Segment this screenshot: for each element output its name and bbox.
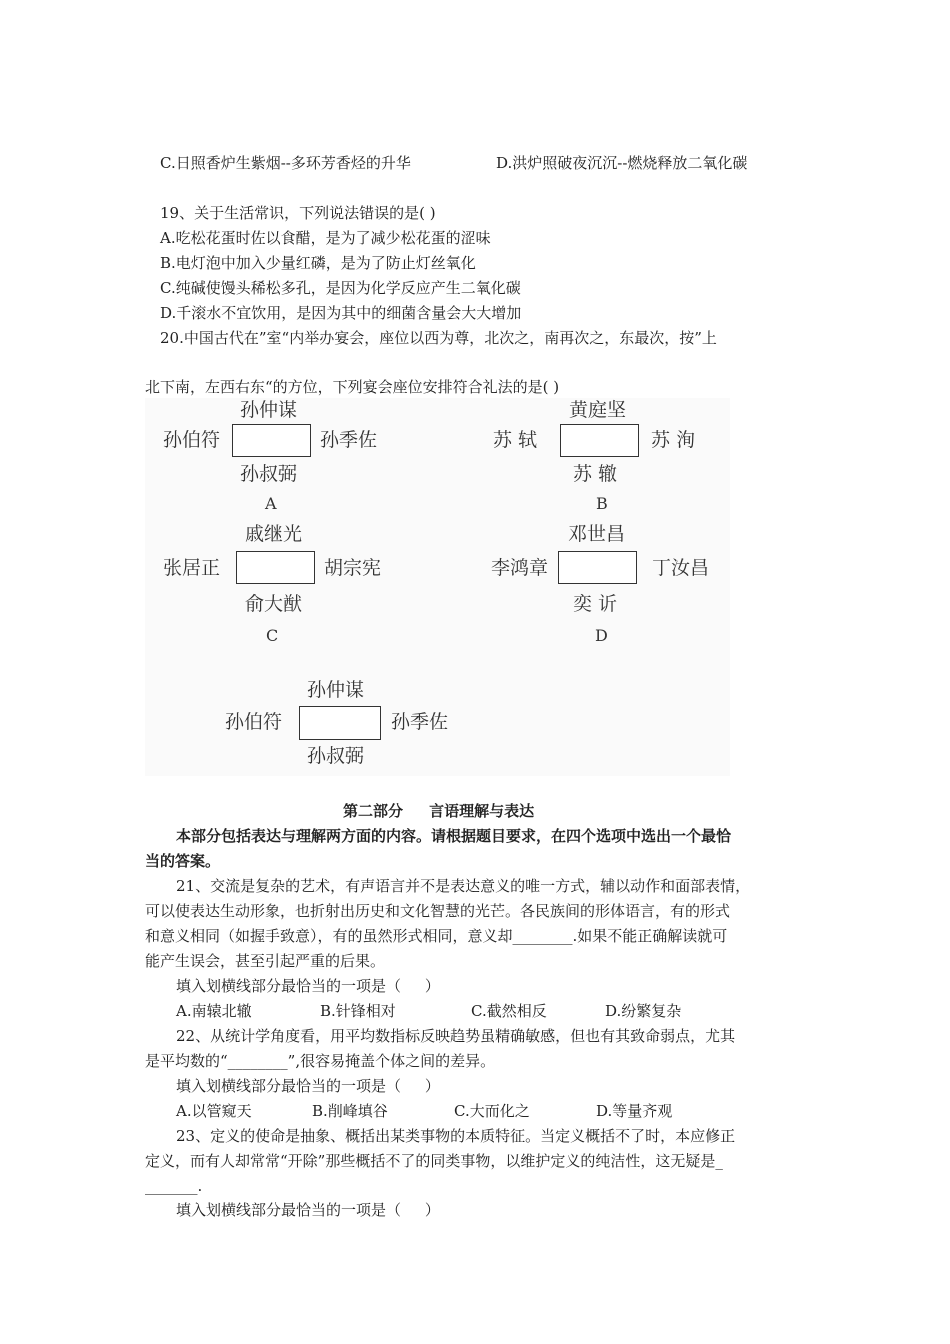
q19-stem: 19、关于生活常识，下列说法错误的是( ) (160, 204, 436, 222)
q22-option-d: D.等量齐观 (596, 1102, 673, 1120)
option-c-west: 张居正 (163, 557, 221, 579)
option-b-label: B (596, 494, 608, 513)
option-b-east: 苏 洵 (651, 429, 696, 451)
q23-line1: 23、定义的使命是抽象、概括出某类事物的本质特征。当定义概括不了时，本应修正 (176, 1127, 736, 1145)
option-d-table (558, 551, 637, 584)
q21-option-d: D.纷繁复杂 (605, 1002, 682, 1020)
answer-east: 孙季佐 (391, 711, 449, 733)
seating-figure (145, 398, 730, 776)
q18-option-c: C.日照香炉生紫烟--多环芳香烃的升华 (160, 154, 411, 172)
q22-line1: 22、从统计学角度看，用平均数指标反映趋势虽精确敏感，但也有其致命弱点，尤其 (176, 1027, 736, 1045)
option-b-south: 苏 辙 (573, 463, 618, 485)
option-a-south: 孙叔弼 (240, 463, 298, 485)
answer-north: 孙仲谋 (307, 679, 365, 701)
part2-intro-line2: 当的答案。 (145, 852, 221, 870)
option-b-west: 苏 轼 (493, 429, 538, 451)
q21-line3: 和意义相同（如握手致意），有的虽然形式相同，意义却________.如果不能正确解读就可 (145, 927, 728, 945)
q18-option-d: D.洪炉照破夜沉沉--燃烧释放二氧化碳 (496, 154, 748, 172)
q23-line2: 定义，而有人却常常“开除”那些概括不了的同类事物，以维护定义的纯洁性，这无疑是_ (145, 1152, 723, 1170)
q20-stem-line2: 北下南，左西右东“的方位，下列宴会座位安排符合礼法的是( ) (145, 378, 560, 396)
q19-option-c: C.纯碱使馒头稀松多孔，是因为化学反应产生二氧化碳 (160, 279, 521, 297)
option-d-east: 丁汝昌 (652, 557, 710, 579)
option-c-north: 戚继光 (245, 523, 303, 545)
q20-stem-line1: 20.中国古代在”室“内举办宴会，座位以西为尊，北次之，南再次之，东最次，按”上 (160, 329, 717, 347)
q23-prompt: 填入划横线部分最恰当的一项是（ ） (176, 1201, 440, 1219)
option-d-west: 李鸿章 (491, 557, 549, 579)
option-c-table (236, 551, 315, 584)
option-d-label: D (595, 626, 608, 645)
q22-option-a: A.以管窥天 (176, 1102, 252, 1120)
part2-title: 第二部分 言语理解与表达 (343, 802, 535, 820)
q19-option-b: B.电灯泡中加入少量红磷，是为了防止灯丝氧化 (160, 254, 476, 272)
q22-prompt: 填入划横线部分最恰当的一项是（ ） (176, 1077, 440, 1095)
q21-line1: 21、交流是复杂的艺术，有声语言并不是表达意义的唯一方式，辅以动作和面部表情， (176, 877, 751, 895)
q19-option-d: D.千滚水不宜饮用，是因为其中的细菌含量会大大增加 (160, 304, 522, 322)
q21-option-a: A.南辕北辙 (176, 1002, 252, 1020)
q22-line2: 是平均数的“________”,很容易掩盖个体之间的差异。 (145, 1052, 496, 1070)
answer-west: 孙伯符 (225, 711, 283, 733)
option-a-north: 孙仲谋 (240, 399, 298, 421)
part2-intro-line1: 本部分包括表达与理解两方面的内容。请根据题目要求，在四个选项中选出一个最恰 (176, 827, 732, 845)
option-a-west: 孙伯符 (163, 429, 221, 451)
q21-line2: 可以使表达生动形象，也折射出历史和文化智慧的光芒。各民族间的形体语言，有的形式 (145, 902, 731, 920)
option-d-north: 邓世昌 (568, 523, 626, 545)
option-d-south: 奕 䜣 (573, 593, 618, 615)
q21-option-b: B.针锋相对 (320, 1002, 396, 1020)
option-b-north: 黄庭坚 (569, 399, 627, 421)
answer-table (299, 706, 381, 740)
q22-option-b: B.削峰填谷 (312, 1102, 388, 1120)
option-b-table (560, 424, 639, 457)
option-a-table (232, 424, 311, 457)
option-c-east: 胡宗宪 (324, 557, 382, 579)
q21-option-c: C.截然相反 (471, 1002, 547, 1020)
option-a-east: 孙季佐 (320, 429, 378, 451)
option-c-label: C (266, 626, 279, 645)
q22-option-c: C.大而化之 (454, 1102, 530, 1120)
q21-line4: 能产生误会，甚至引起严重的后果。 (145, 952, 386, 970)
answer-south: 孙叔弼 (307, 745, 365, 767)
option-a-label: A (265, 494, 277, 513)
q23-line3: _______. (145, 1177, 203, 1195)
q21-prompt: 填入划横线部分最恰当的一项是（ ） (176, 977, 440, 995)
option-c-south: 俞大猷 (245, 593, 303, 615)
q19-option-a: A.吃松花蛋时佐以食醋，是为了减少松花蛋的涩味 (160, 229, 491, 247)
